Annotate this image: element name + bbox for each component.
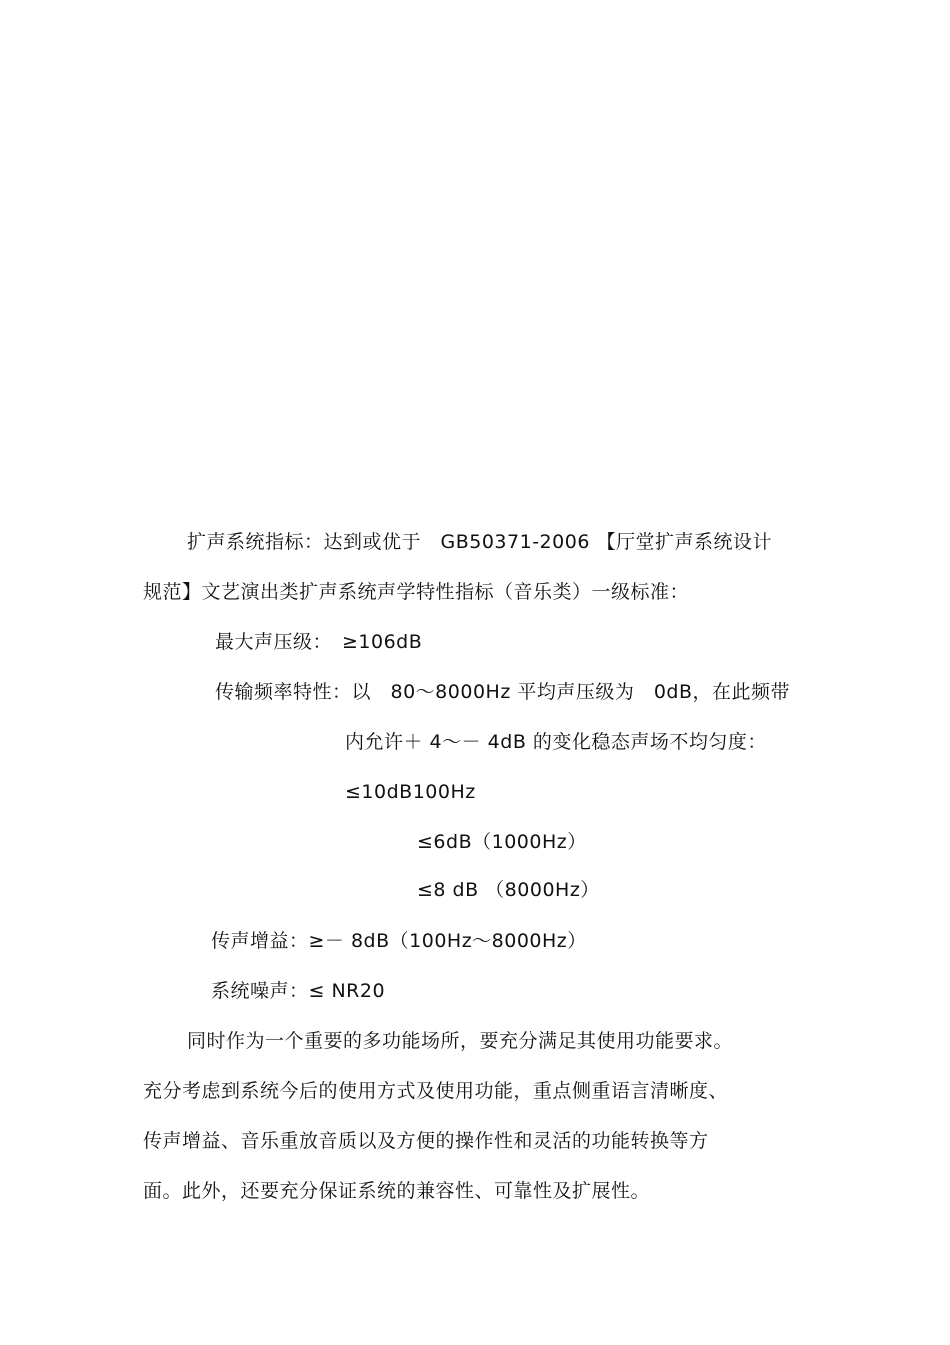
spec-freq-response-line-2: 内允许＋ 4～－ 4dB 的变化稳态声场不均匀度： xyxy=(345,731,767,753)
spec-max-spl: 最大声压级： ≥106dB xyxy=(215,631,423,653)
intro-line-1: 扩声系统指标：达到或优于 GB50371-2006 【厅堂扩声系统设计 xyxy=(187,531,772,553)
spec-uniformity-100hz: ≤10dB100Hz xyxy=(345,781,476,803)
paragraph-line-1: 同时作为一个重要的多功能场所，要充分满足其使用功能要求。 xyxy=(187,1030,734,1052)
paragraph-line-4: 面。此外，还要充分保证系统的兼容性、可靠性及扩展性。 xyxy=(143,1180,651,1202)
spec-transmission-gain: 传声增益：≥－ 8dB（100Hz～8000Hz） xyxy=(211,930,587,952)
spec-freq-response-line-1: 传输频率特性：以 80～8000Hz 平均声压级为 0dB，在此频带 xyxy=(215,681,791,703)
paragraph-line-3: 传声增益、音乐重放音质以及方便的操作性和灵活的功能转换等方 xyxy=(143,1130,709,1152)
intro-line-2: 规范】文艺演出类扩声系统声学特性指标（音乐类）一级标准： xyxy=(143,581,690,603)
spec-uniformity-1000hz: ≤6dB（1000Hz） xyxy=(417,831,587,853)
spec-uniformity-8000hz: ≤8 dB （8000Hz） xyxy=(417,879,600,901)
paragraph-line-2: 充分考虑到系统今后的使用方式及使用功能，重点侧重语言清晰度、 xyxy=(143,1080,729,1102)
spec-system-noise: 系统噪声：≤ NR20 xyxy=(211,980,386,1002)
